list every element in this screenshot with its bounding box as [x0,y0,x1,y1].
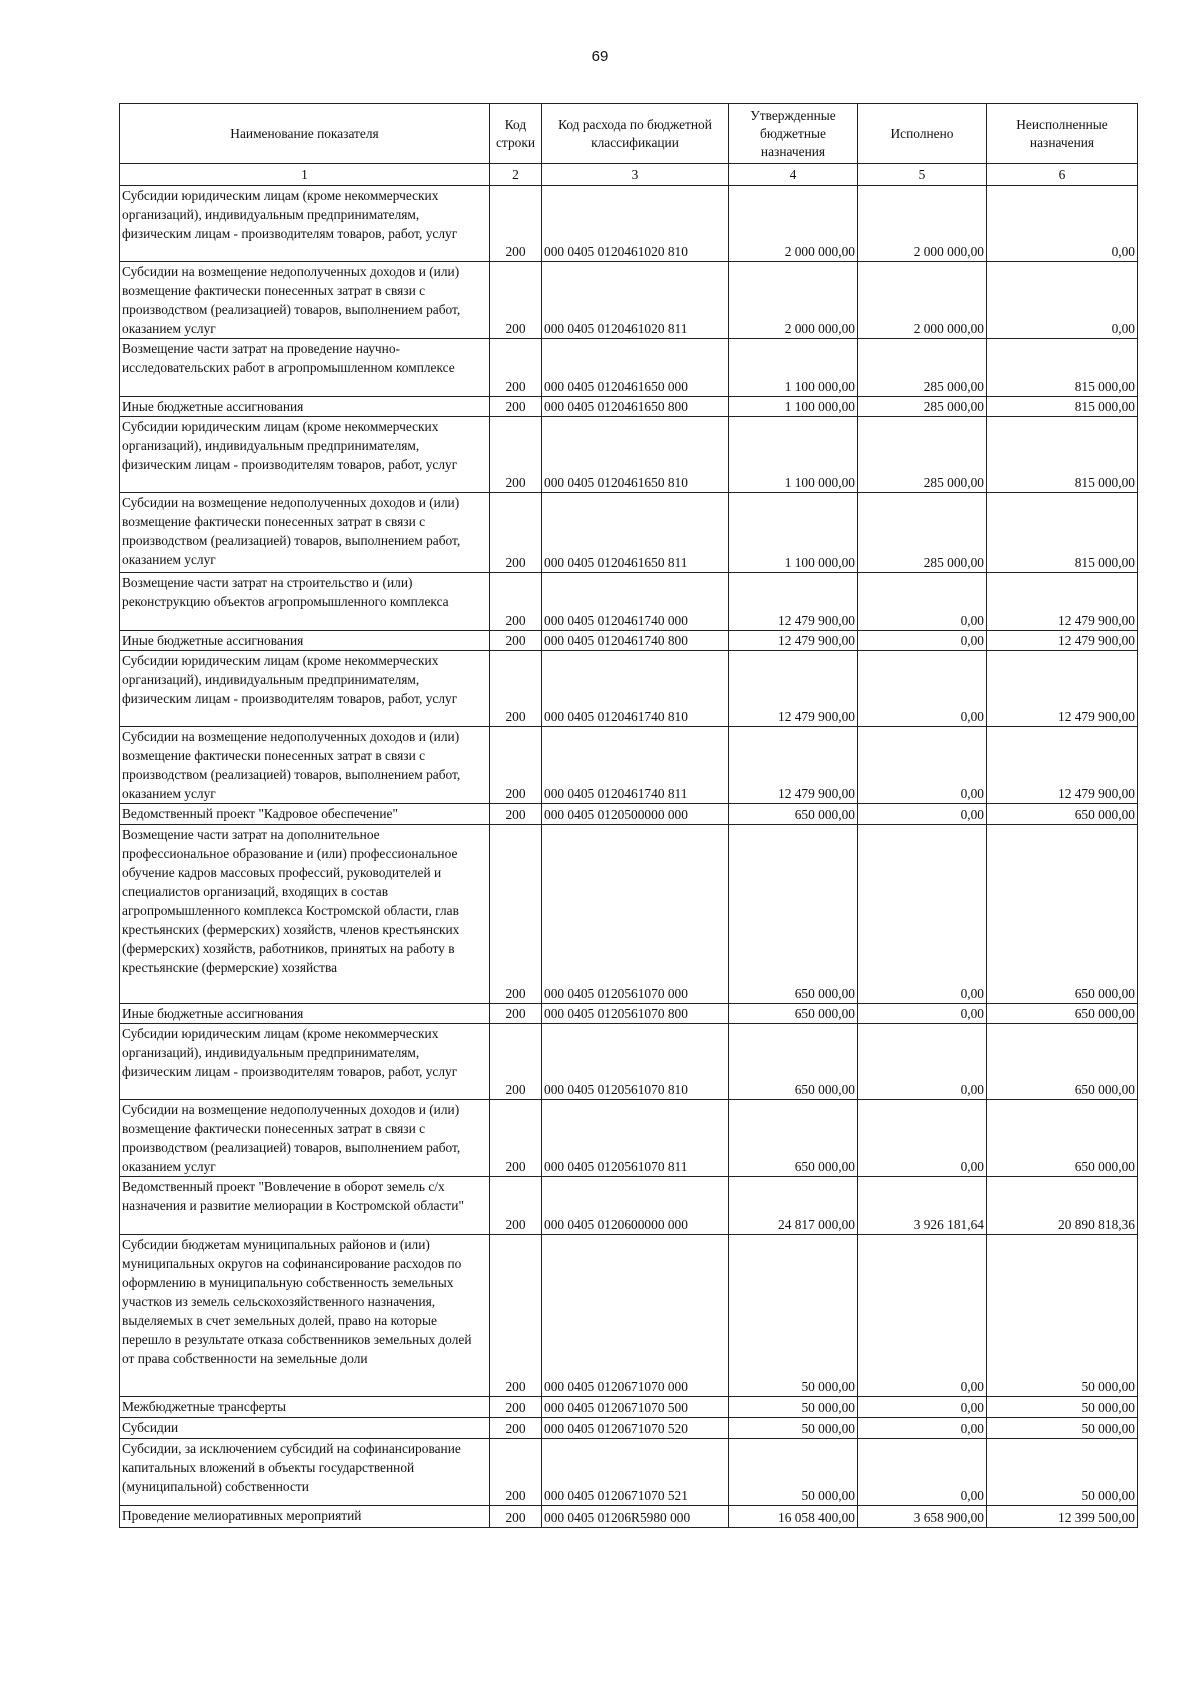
row-approved-cell: 2 000 000,00 [729,186,858,262]
row-kbk-cell: 000 0405 0120461740 000 [542,573,729,631]
row-code-cell: 200 [490,1506,542,1528]
table-row [120,651,1138,727]
row-kbk-cell: 000 0405 0120671070 500 [542,1397,729,1418]
row-executed-cell: 285 000,00 [858,397,987,417]
column-number: 1 [120,164,490,186]
row-name-cell: Субсидии на возмещение недополученных доходов и (или) возмещение фактически понесенных затрат в связи с производством (реализацией) товаров, выполнением работ, оказанием услуг [120,262,490,339]
row-code-cell: 200 [490,651,542,727]
table-row [120,727,1138,804]
row-code-cell: 200 [490,727,542,804]
table-row [120,1004,1138,1024]
row-approved-cell: 650 000,00 [729,1100,858,1177]
row-name-cell: Субсидии, за исключением субсидий на софинансирование капитальных вложений в объекты государственной (муниципальной) собственности [120,1439,490,1506]
row-kbk-cell: 000 0405 0120561070 000 [542,825,729,1004]
row-unexecuted-cell: 650 000,00 [987,804,1138,825]
column-number: 3 [542,164,729,186]
row-code-cell: 200 [490,1024,542,1100]
row-unexecuted-cell: 20 890 818,36 [987,1177,1138,1235]
budget-execution-table [119,103,1138,1528]
row-code-cell: 200 [490,1439,542,1506]
row-approved-cell: 12 479 900,00 [729,573,858,631]
row-unexecuted-cell: 815 000,00 [987,493,1138,573]
row-unexecuted-cell: 0,00 [987,186,1138,262]
column-number-row [120,164,1138,186]
row-unexecuted-cell: 12 399 500,00 [987,1506,1138,1528]
row-unexecuted-cell: 650 000,00 [987,1004,1138,1024]
row-approved-cell: 16 058 400,00 [729,1506,858,1528]
row-kbk-cell: 000 0405 0120461740 811 [542,727,729,804]
row-approved-cell: 12 479 900,00 [729,651,858,727]
row-kbk-cell: 000 0405 0120461740 800 [542,631,729,651]
table-row [120,825,1138,1004]
column-number: 2 [490,164,542,186]
row-name-cell: Ведомственный проект "Кадровое обеспечение" [120,804,490,825]
table-row [120,1397,1138,1418]
row-approved-cell: 2 000 000,00 [729,262,858,339]
row-name-cell: Иные бюджетные ассигнования [120,397,490,417]
table-row [120,1506,1138,1528]
row-kbk-cell: 000 0405 0120671070 000 [542,1235,729,1397]
row-approved-cell: 650 000,00 [729,825,858,1004]
row-kbk-cell: 000 0405 0120561070 810 [542,1024,729,1100]
row-code-cell: 200 [490,339,542,397]
row-kbk-cell: 000 0405 0120500000 000 [542,804,729,825]
row-code-cell: 200 [490,1004,542,1024]
row-executed-cell: 3 926 181,64 [858,1177,987,1235]
table-row [120,417,1138,493]
row-approved-cell: 650 000,00 [729,1004,858,1024]
table-row [120,1439,1138,1506]
row-unexecuted-cell: 815 000,00 [987,397,1138,417]
row-kbk-cell: 000 0405 0120461020 810 [542,186,729,262]
row-executed-cell: 0,00 [858,631,987,651]
table-row [120,1235,1138,1397]
row-unexecuted-cell: 650 000,00 [987,1024,1138,1100]
table-row [120,186,1138,262]
table-row [120,1100,1138,1177]
row-approved-cell: 50 000,00 [729,1418,858,1439]
row-unexecuted-cell: 12 479 900,00 [987,631,1138,651]
row-kbk-cell: 000 0405 0120561070 811 [542,1100,729,1177]
row-code-cell: 200 [490,493,542,573]
row-approved-cell: 650 000,00 [729,1024,858,1100]
row-kbk-cell: 000 0405 0120461650 810 [542,417,729,493]
row-unexecuted-cell: 50 000,00 [987,1235,1138,1397]
row-executed-cell: 0,00 [858,825,987,1004]
row-kbk-cell: 000 0405 0120461650 800 [542,397,729,417]
table-row [120,631,1138,651]
row-unexecuted-cell: 650 000,00 [987,1100,1138,1177]
row-code-cell: 200 [490,631,542,651]
row-approved-cell: 24 817 000,00 [729,1177,858,1235]
table-row [120,573,1138,631]
row-executed-cell: 0,00 [858,651,987,727]
row-executed-cell: 0,00 [858,727,987,804]
row-unexecuted-cell: 12 479 900,00 [987,651,1138,727]
column-number: 4 [729,164,858,186]
row-name-cell: Ведомственный проект "Вовлечение в оборот земель с/х назначения и развитие мелиорации в Костромской области" [120,1177,490,1235]
row-name-cell: Субсидии бюджетам муниципальных районов и (или) муниципальных округов на софинансирование расходов по оформлению в муниципальную собственность земельных участков из земель сельскохозяйственного назначения, выделяемых в счет земельных долей, право на которые перешло в результате отказа собственников земельных долей от права собственности на земельные доли [120,1235,490,1397]
row-approved-cell: 1 100 000,00 [729,493,858,573]
row-kbk-cell: 000 0405 0120671070 521 [542,1439,729,1506]
row-name-cell: Возмещение части затрат на проведение научно-исследовательских работ в агропромышленном комплексе [120,339,490,397]
page-number: 69 [591,48,609,65]
column-number: 5 [858,164,987,186]
row-unexecuted-cell: 650 000,00 [987,825,1138,1004]
header-name: Наименование показателя [120,104,490,164]
table-row [120,339,1138,397]
row-unexecuted-cell: 50 000,00 [987,1439,1138,1506]
header-approved: Утвержденные бюджетные назначения [729,104,858,164]
row-kbk-cell: 000 0405 0120461020 811 [542,262,729,339]
row-code-cell: 200 [490,262,542,339]
row-kbk-cell: 000 0405 01206R5980 000 [542,1506,729,1528]
row-executed-cell: 0,00 [858,1100,987,1177]
row-name-cell: Субсидии на возмещение недополученных доходов и (или) возмещение фактически понесенных затрат в связи с производством (реализацией) товаров, выполнением работ, оказанием услуг [120,493,490,573]
row-kbk-cell: 000 0405 0120461650 811 [542,493,729,573]
row-name-cell: Иные бюджетные ассигнования [120,1004,490,1024]
row-executed-cell: 0,00 [858,1397,987,1418]
table-row [120,1024,1138,1100]
row-unexecuted-cell: 12 479 900,00 [987,727,1138,804]
row-code-cell: 200 [490,1418,542,1439]
row-executed-cell: 285 000,00 [858,493,987,573]
table-row [120,804,1138,825]
row-code-cell: 200 [490,417,542,493]
row-code-cell: 200 [490,804,542,825]
row-kbk-cell: 000 0405 0120561070 800 [542,1004,729,1024]
header-unexecuted: Неисполненные назначения [987,104,1138,164]
row-approved-cell: 12 479 900,00 [729,727,858,804]
row-unexecuted-cell: 815 000,00 [987,339,1138,397]
header-code: Код строки [490,104,542,164]
table-body [120,186,1138,1528]
row-executed-cell: 285 000,00 [858,417,987,493]
column-number: 6 [987,164,1138,186]
row-executed-cell: 3 658 900,00 [858,1506,987,1528]
row-name-cell: Проведение мелиоративных мероприятий [120,1506,490,1528]
row-kbk-cell: 000 0405 0120461650 000 [542,339,729,397]
row-executed-cell: 2 000 000,00 [858,262,987,339]
table-header-row [120,104,1138,164]
table-row [120,1418,1138,1439]
row-code-cell: 200 [490,1235,542,1397]
row-executed-cell: 0,00 [858,1004,987,1024]
header-executed: Исполнено [858,104,987,164]
row-name-cell: Возмещение части затрат на строительство и (или) реконструкцию объектов агропромышленного комплекса [120,573,490,631]
row-unexecuted-cell: 0,00 [987,262,1138,339]
row-name-cell: Субсидии юридическим лицам (кроме некоммерческих организаций), индивидуальным предпринимателям, физическим лицам - производителям товаров, работ, услуг [120,651,490,727]
row-executed-cell: 0,00 [858,1439,987,1506]
row-name-cell: Иные бюджетные ассигнования [120,631,490,651]
row-approved-cell: 650 000,00 [729,804,858,825]
row-name-cell: Субсидии на возмещение недополученных доходов и (или) возмещение фактически понесенных затрат в связи с производством (реализацией) товаров, выполнением работ, оказанием услуг [120,727,490,804]
table-row [120,397,1138,417]
row-name-cell: Субсидии на возмещение недополученных доходов и (или) возмещение фактически понесенных затрат в связи с производством (реализацией) товаров, выполнением работ, оказанием услуг [120,1100,490,1177]
row-approved-cell: 50 000,00 [729,1397,858,1418]
row-unexecuted-cell: 815 000,00 [987,417,1138,493]
row-approved-cell: 50 000,00 [729,1235,858,1397]
row-executed-cell: 285 000,00 [858,339,987,397]
row-executed-cell: 0,00 [858,804,987,825]
row-unexecuted-cell: 12 479 900,00 [987,573,1138,631]
header-kbk: Код расхода по бюджетной классификации [542,104,729,164]
row-kbk-cell: 000 0405 0120600000 000 [542,1177,729,1235]
row-name-cell: Возмещение части затрат на дополнительное профессиональное образование и (или) профессиональное обучение кадров массовых профессий, руководителей и специалистов организаций, входящих в состав агропромышленного комплекса Костромской области, глав крестьянских (фермерских) хозяйств, членов крестьянских (фермерских) хозяйств, работников, принятых на работу в крестьянские (фермерские) хозяйства [120,825,490,1004]
table-row [120,493,1138,573]
row-unexecuted-cell: 50 000,00 [987,1397,1138,1418]
table-row [120,262,1138,339]
table-row [120,1177,1138,1235]
row-approved-cell: 1 100 000,00 [729,339,858,397]
row-approved-cell: 50 000,00 [729,1439,858,1506]
row-approved-cell: 1 100 000,00 [729,417,858,493]
row-name-cell: Межбюджетные трансферты [120,1397,490,1418]
row-executed-cell: 2 000 000,00 [858,186,987,262]
row-name-cell: Субсидии юридическим лицам (кроме некоммерческих организаций), индивидуальным предпринимателям, физическим лицам - производителям товаров, работ, услуг [120,186,490,262]
row-executed-cell: 0,00 [858,573,987,631]
row-code-cell: 200 [490,1177,542,1235]
row-executed-cell: 0,00 [858,1418,987,1439]
row-code-cell: 200 [490,397,542,417]
row-code-cell: 200 [490,825,542,1004]
row-name-cell: Субсидии юридическим лицам (кроме некоммерческих организаций), индивидуальным предпринимателям, физическим лицам - производителям товаров, работ, услуг [120,1024,490,1100]
row-approved-cell: 1 100 000,00 [729,397,858,417]
row-code-cell: 200 [490,573,542,631]
row-code-cell: 200 [490,1100,542,1177]
row-code-cell: 200 [490,186,542,262]
row-unexecuted-cell: 50 000,00 [987,1418,1138,1439]
row-approved-cell: 12 479 900,00 [729,631,858,651]
row-executed-cell: 0,00 [858,1024,987,1100]
row-name-cell: Субсидии юридическим лицам (кроме некоммерческих организаций), индивидуальным предпринимателям, физическим лицам - производителям товаров, работ, услуг [120,417,490,493]
row-code-cell: 200 [490,1397,542,1418]
row-kbk-cell: 000 0405 0120461740 810 [542,651,729,727]
row-executed-cell: 0,00 [858,1235,987,1397]
row-kbk-cell: 000 0405 0120671070 520 [542,1418,729,1439]
row-name-cell: Субсидии [120,1418,490,1439]
